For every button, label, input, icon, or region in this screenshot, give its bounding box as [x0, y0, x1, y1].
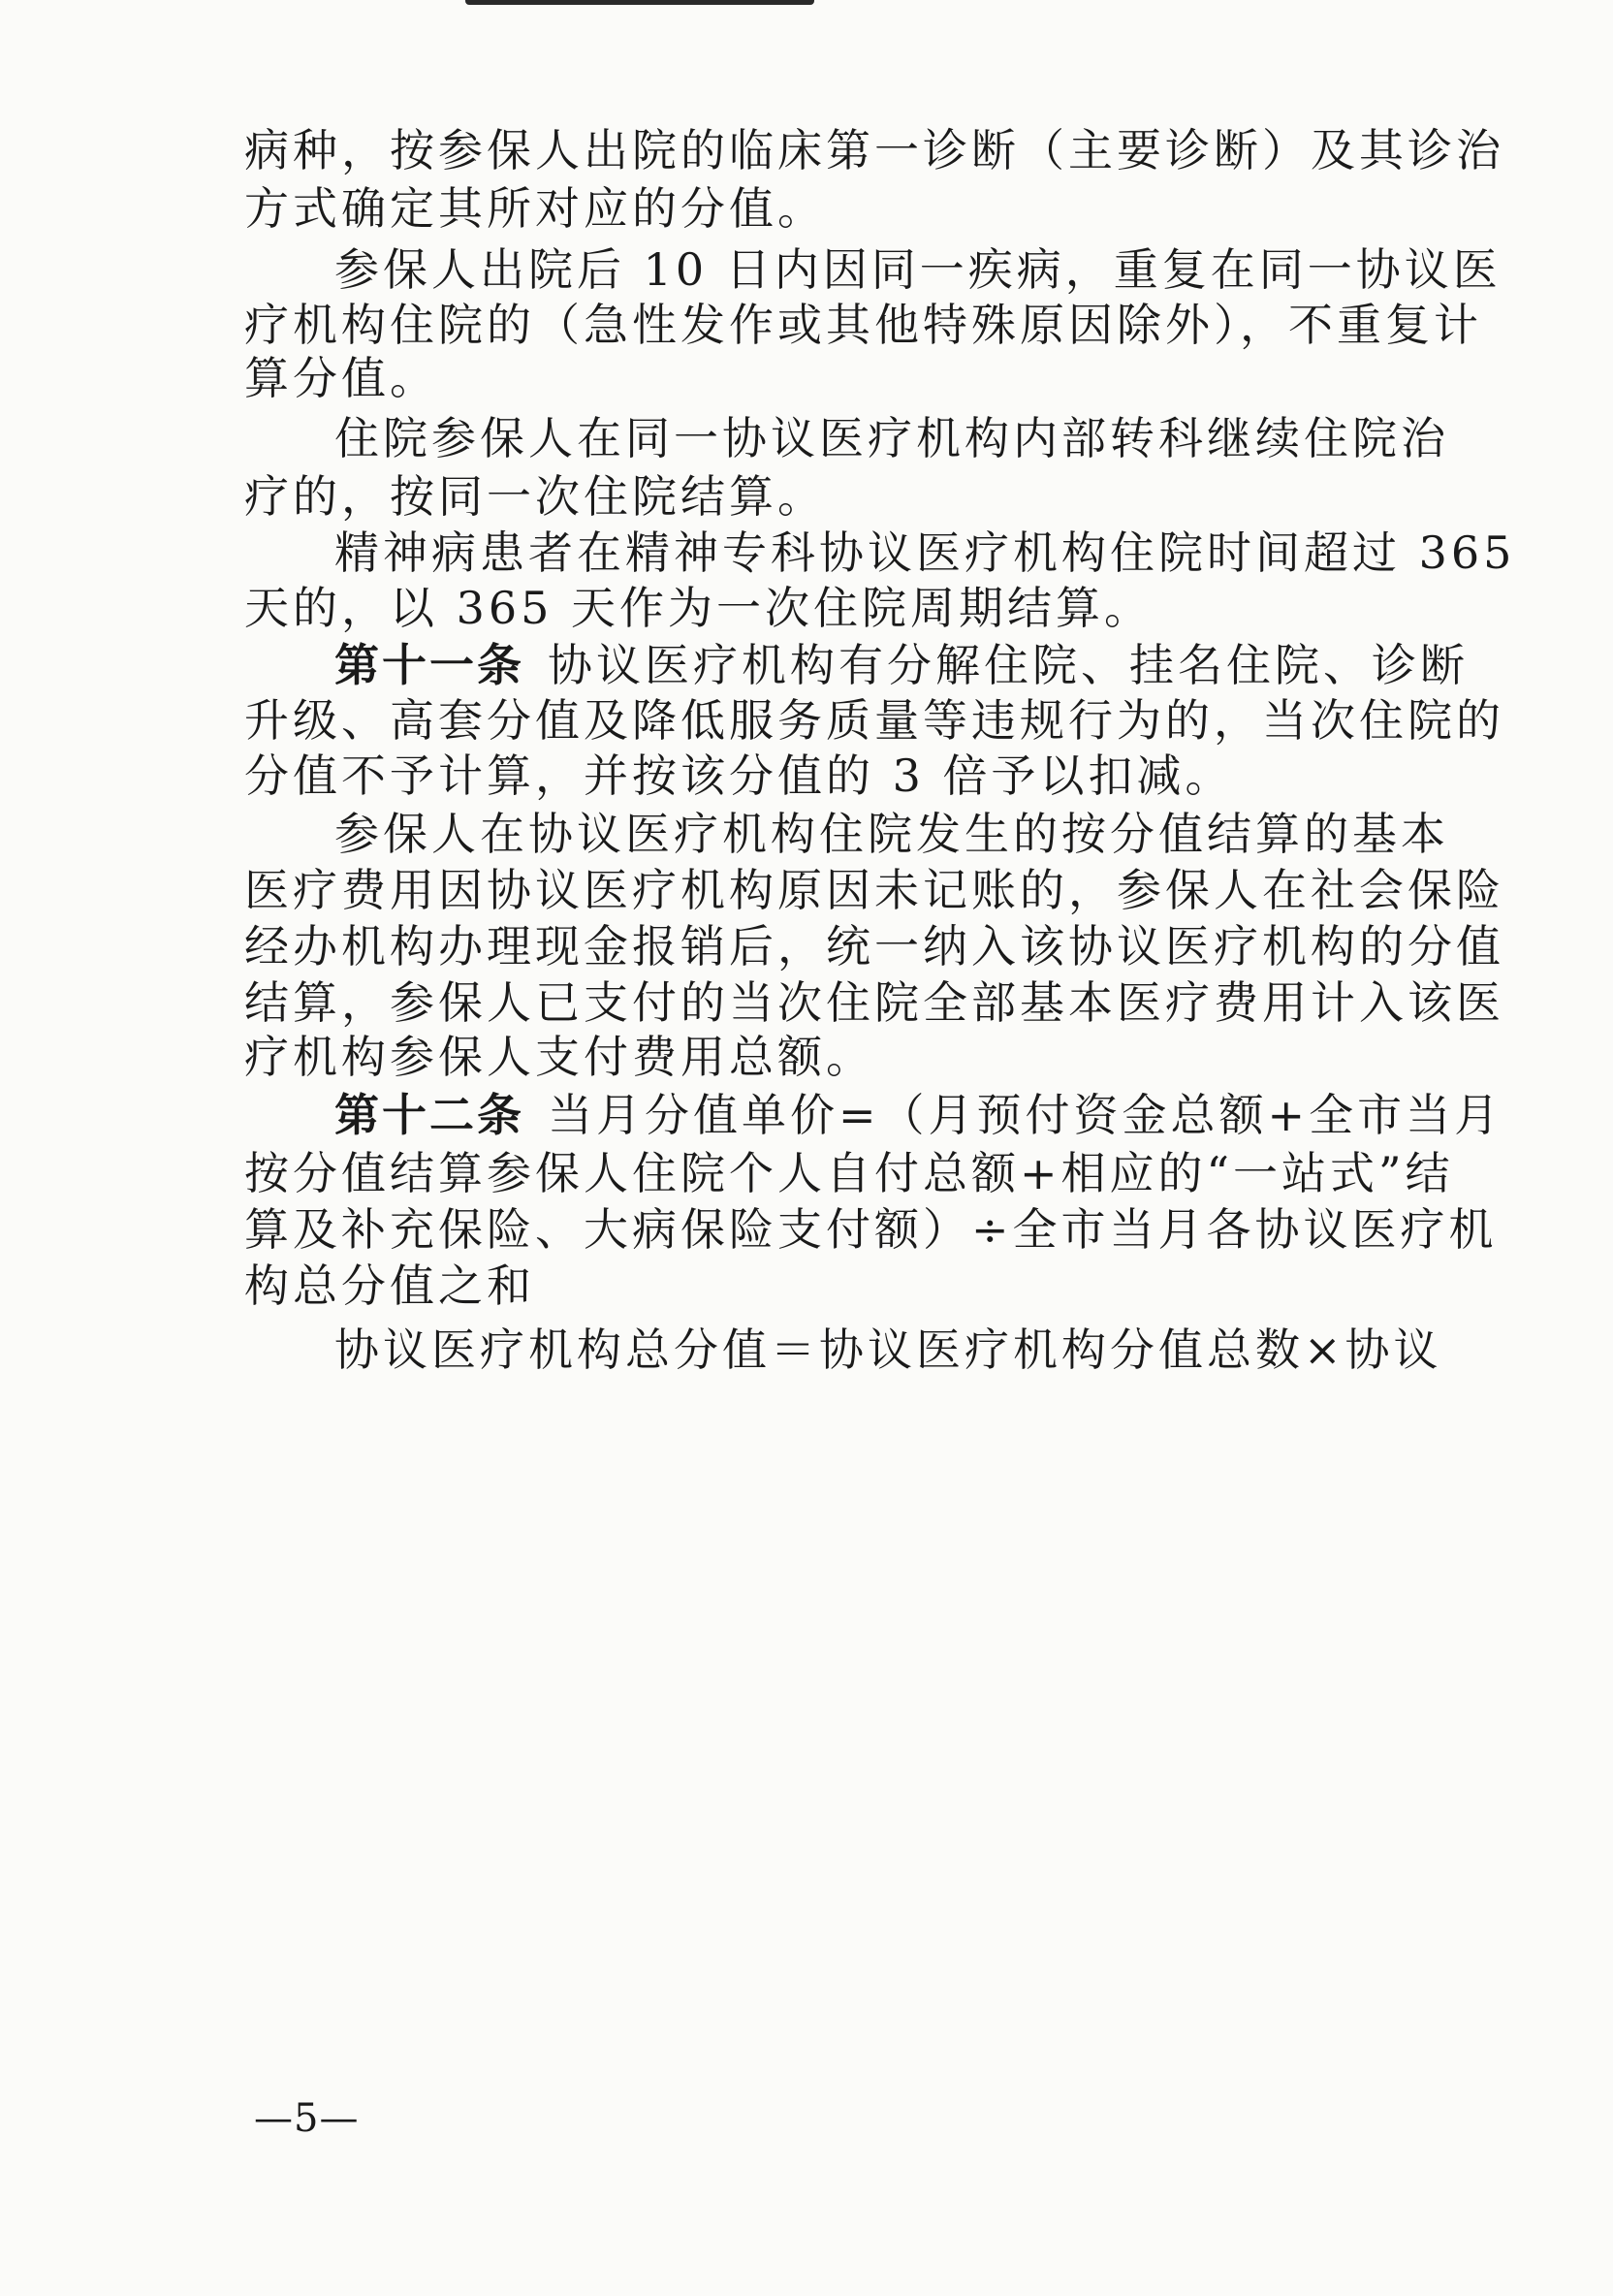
page-number: —5— [254, 2096, 360, 2141]
body-line: 疗机构住院的（急性发作或其他特殊原因除外），不重复计 [244, 299, 1482, 351]
paragraph-start: 协议医疗机构总分值＝协议医疗机构分值总数×协议 [334, 1323, 1442, 1376]
body-line: 分值不予计算，并按该分值的 3 倍予以扣减。 [244, 749, 1234, 802]
article-12-first-line [334, 1086, 1503, 1144]
article-12-heading: 第十二条 [334, 1089, 524, 1141]
body-line: 天的，以 365 天作为一次住院周期结算。 [244, 582, 1154, 634]
body-line: 按分值结算参保人住院个人自付总额+相应的“一站式”结 [244, 1147, 1454, 1199]
body-line: 疗的，按同一次住院结算。 [244, 470, 826, 523]
article-11-heading: 第十一条 [334, 639, 524, 691]
body-line: 病种，按参保人出院的临床第一诊断（主要诊断）及其诊治 [244, 124, 1504, 176]
body-line: 结算，参保人已支付的当次住院全部基本医疗费用计入该医 [244, 976, 1504, 1029]
body-line: 算分值。 [244, 352, 438, 404]
paragraph-start: 精神病患者在精神专科协议医疗机构住院时间超过 365 [334, 526, 1516, 579]
body-line: 方式确定其所对应的分值。 [244, 182, 826, 235]
body-line: 算及补充保险、大病保险支付额）÷全市当月各协议医疗机 [244, 1203, 1498, 1256]
body-line: 疗机构参保人支付费用总额。 [244, 1031, 874, 1083]
paragraph-start: 住院参保人在同一协议医疗机构内部转科继续住院治 [334, 412, 1449, 464]
article-11-first-line [334, 636, 1469, 694]
paragraph-start: 参保人在协议医疗机构住院发生的按分值结算的基本 [334, 808, 1449, 860]
body-line: 经办机构办理现金报销后，统一纳入该协议医疗机构的分值 [244, 920, 1504, 973]
article-11-text: 协议医疗机构有分解住院、挂名住院、诊断 [548, 639, 1469, 691]
body-line: 医疗费用因协议医疗机构原因未记账的，参保人在社会保险 [244, 864, 1504, 916]
body-line: 构总分值之和 [244, 1260, 535, 1312]
paragraph-start: 参保人出院后 10 日内因同一疾病，重复在同一协议医 [334, 243, 1502, 296]
scan-edge-mark [465, 0, 814, 5]
article-12-text: 当月分值单价=（月预付资金总额+全市当月 [548, 1089, 1503, 1141]
body-line: 升级、高套分值及降低服务质量等违规行为的，当次住院的 [244, 694, 1504, 747]
